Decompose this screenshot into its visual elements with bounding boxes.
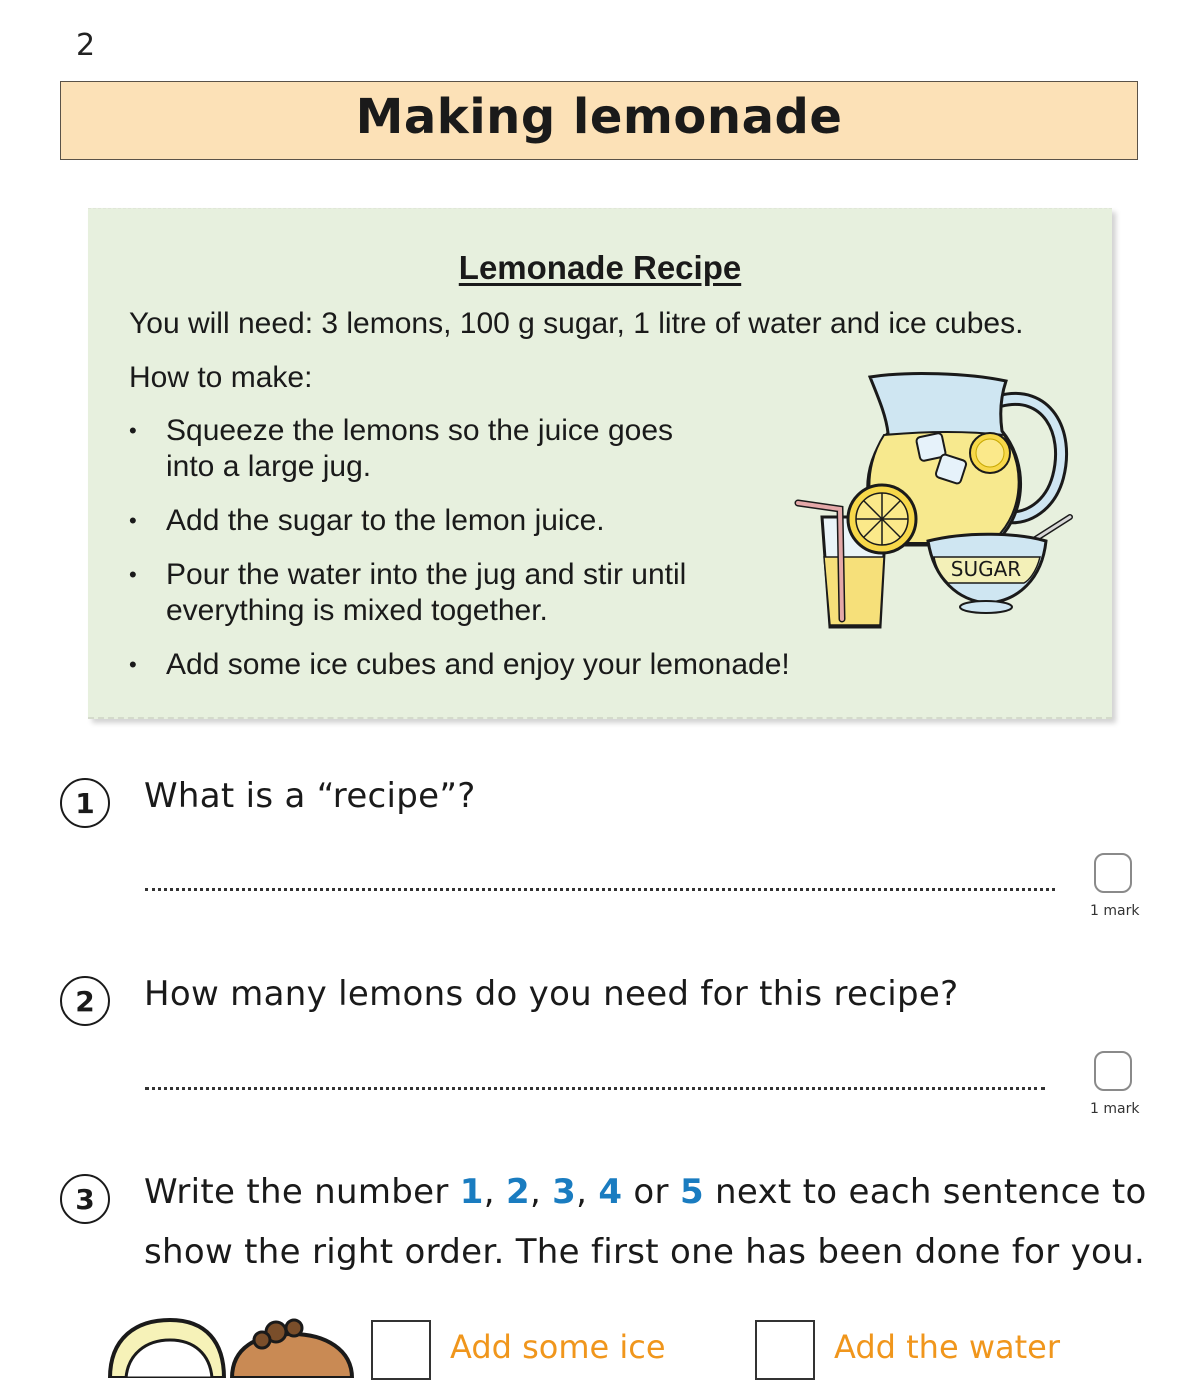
ingredients-text: You will need: 3 lemons, 100 g sugar, 1 litre of water and ice cubes.: [129, 307, 1024, 340]
answer-line-q2[interactable]: [145, 1087, 1045, 1090]
question-text: [144, 1172, 1147, 1212]
order-number-1: 1: [459, 1172, 484, 1212]
mark-label: 1 mark: [1090, 1101, 1140, 1117]
sugar-bowl-label: SUGAR: [950, 557, 1022, 581]
question-number-badge: 1: [60, 778, 110, 828]
recipe-card: [88, 208, 1112, 719]
separator: ,: [576, 1172, 599, 1212]
mark-box-q2[interactable]: [1094, 1051, 1132, 1091]
question-text-start: Write the number: [144, 1172, 460, 1212]
question-text-line2: show the right order. The first one has been done for you.: [144, 1232, 1146, 1272]
separator: ,: [483, 1172, 506, 1212]
order-input-box[interactable]: [755, 1320, 815, 1380]
order-number-5: 5: [679, 1172, 704, 1212]
order-option-text: Add some ice: [450, 1328, 666, 1366]
recipe-title: Lemonade Recipe: [458, 249, 742, 286]
question-number-badge: 2: [60, 976, 110, 1026]
bullet-icon: •: [129, 652, 137, 677]
title-banner: [60, 81, 1138, 160]
separator: or: [622, 1172, 680, 1212]
page-title: Making lemonade: [355, 88, 843, 145]
order-number-4: 4: [598, 1172, 623, 1212]
recipe-step: [129, 647, 790, 683]
answer-line-q1[interactable]: [145, 888, 1055, 891]
recipe-step: [129, 503, 790, 539]
page-number: 2: [76, 28, 96, 63]
recipe-step-text: Add the sugar to the lemon juice.: [166, 504, 605, 537]
recipe-steps-list: [129, 413, 790, 701]
order-number-3: 3: [552, 1172, 577, 1212]
order-input-box[interactable]: [371, 1320, 431, 1380]
lemonade-illustration-icon: [778, 369, 1078, 639]
mark-box-q1[interactable]: [1094, 853, 1132, 893]
children-characters-icon: [106, 1318, 356, 1378]
how-to-make-label: How to make:: [129, 361, 313, 394]
order-options-row: [0, 1318, 1200, 1366]
question-text: How many lemons do you need for this recipe?: [144, 974, 959, 1014]
question-text-end: next to each sentence to: [703, 1172, 1147, 1212]
recipe-step: [129, 557, 790, 629]
separator: ,: [529, 1172, 553, 1212]
recipe-step: [129, 413, 790, 485]
order-option-text: Add the water: [834, 1328, 1060, 1366]
recipe-step-text: Squeeze the lemons so the juice goes into a large jug.: [166, 414, 673, 483]
bullet-icon: •: [129, 508, 137, 533]
bullet-icon: •: [129, 562, 137, 587]
mark-label: 1 mark: [1090, 903, 1140, 919]
recipe-step-text: Pour the water into the jug and stir until everything is mixed together.: [166, 558, 687, 627]
question-number-badge: 3: [60, 1174, 110, 1224]
bullet-icon: •: [129, 418, 137, 443]
recipe-step-text: Add some ice cubes and enjoy your lemonade!: [166, 648, 790, 681]
order-number-2: 2: [505, 1172, 530, 1212]
question-text: What is a “recipe”?: [144, 776, 476, 816]
